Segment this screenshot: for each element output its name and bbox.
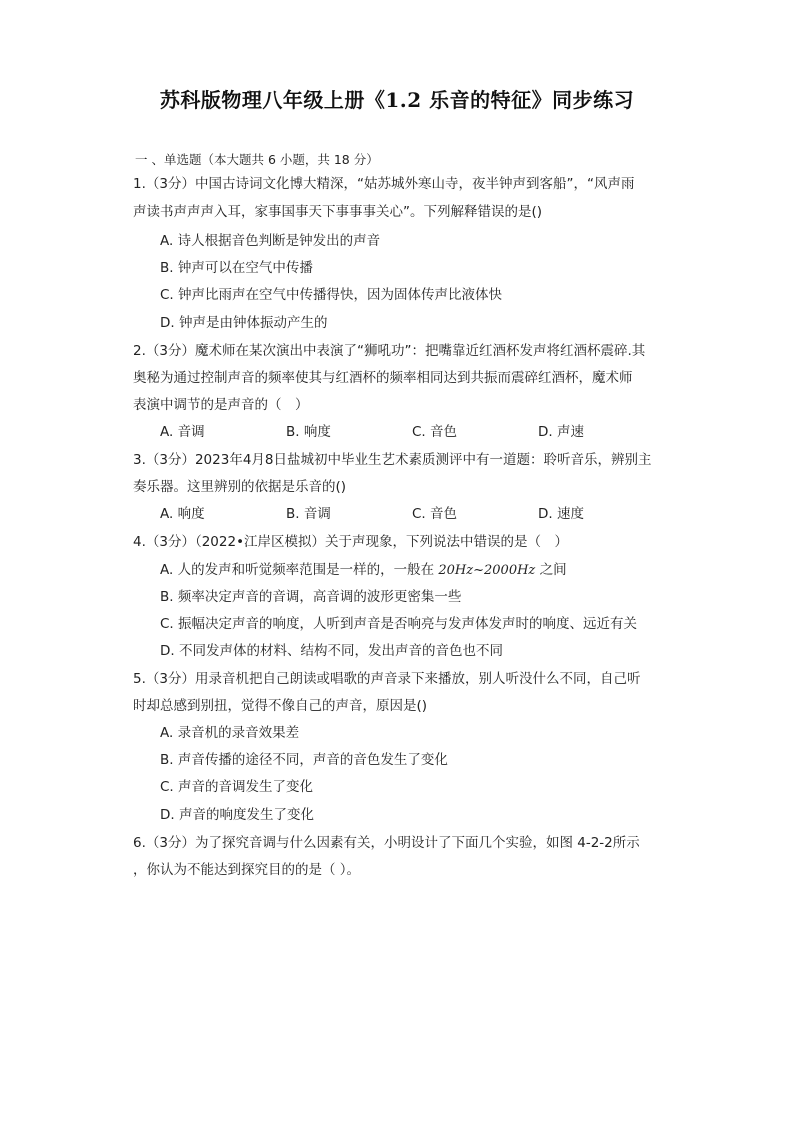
question-1-option-c: C. 钟声比雨声在空气中传播得快，因为固体传声比液体快 [160, 287, 503, 303]
question-4-option-b: B. 频率决定声音的音调，高音调的波形更密集一些 [160, 589, 462, 605]
question-1-line-1: 1.（3分）中国古诗词文化博大精深，“姑苏城外寒山寺，夜半钟声到客船”，“风声雨 [133, 176, 635, 192]
section-heading: 一 、单选题（本大题共 6 小题，共 18 分） [135, 152, 379, 167]
question-5-option-c: C. 声音的音调发生了变化 [160, 779, 314, 795]
question-2-option-b: B. 响度 [286, 424, 331, 440]
question-1-option-a: A. 诗人根据音色判断是钟发出的声音 [160, 233, 381, 249]
question-1-line-2: 声读书声声声入耳，家事国事天下事事事关心”。下列解释错误的是() [133, 204, 543, 220]
question-3-option-c: C. 音色 [412, 506, 458, 522]
frequency-range-formula: 20Hz~2000Hz [438, 563, 536, 578]
question-1-option-d: D. 钟声是由钟体振动产生的 [160, 315, 328, 331]
question-2-option-d: D. 声速 [538, 424, 584, 440]
question-3-option-d: D. 速度 [538, 506, 584, 522]
question-5-option-a: A. 录音机的录音效果差 [160, 725, 300, 741]
question-2-line-1: 2.（3分）魔术师在某次演出中表演了“狮吼功”：把嘴靠近红酒杯发声将红酒杯震碎.其 [133, 343, 646, 359]
question-2-option-a: A. 音调 [160, 424, 205, 440]
question-4-option-a-suffix: 之间 [539, 562, 567, 578]
page-title: 苏科版物理八年级上册《1.2 乐音的特征》同步练习 [159, 88, 635, 112]
question-4-option-c: C. 振幅决定声音的响度，人听到声音是否响亮与发声体发声时的响度、远近有关 [160, 616, 638, 632]
question-3-line-2: 奏乐器。这里辨别的依据是乐音的() [133, 479, 347, 495]
question-6-line-1: 6.（3分）为了探究音调与什么因素有关，小明设计了下面几个实验，如图 4-2-2所示 [133, 835, 640, 851]
question-4-option-d: D. 不同发声体的材料、结构不同，发出声音的音色也不同 [160, 643, 503, 659]
question-4-option-a [160, 561, 567, 580]
question-2-line-3: 表演中调节的是声音的（ ） [133, 397, 309, 413]
question-3-option-a: A. 响度 [160, 506, 205, 522]
question-5-option-d: D. 声音的响度发生了变化 [160, 807, 314, 823]
question-5-option-b: B. 声音传播的途径不同，声音的音色发生了变化 [160, 752, 448, 768]
question-5-line-2: 时却总感到别扭，觉得不像自己的声音，原因是() [133, 698, 428, 714]
question-4-line-1: 4.（3分）（2022•江岸区模拟）关于声现象，下列说法中错误的是（ ） [133, 534, 569, 550]
question-3-option-b: B. 音调 [286, 506, 331, 522]
question-5-line-1: 5.（3分）用录音机把自己朗读或唱歌的声音录下来播放，别人听没什么不同，自己听 [133, 671, 641, 687]
question-3-line-1: 3.（3分）2023年4月8日盐城初中毕业生艺术素质测评中有一道题：聆听音乐，辨别主 [133, 452, 652, 468]
question-2-option-c: C. 音色 [412, 424, 458, 440]
question-4-option-a-text: A. 人的发声和听觉频率范围是一样的，一般在 [160, 562, 435, 578]
question-1-option-b: B. 钟声可以在空气中传播 [160, 260, 313, 276]
question-2-line-2: 奥秘为通过控制声音的频率使其与红酒杯的频率相同达到共振而震碎红酒杯，魔术师 [133, 370, 633, 386]
question-6-line-2: ，你认为不能达到探究目的的是（ ）。 [133, 862, 361, 878]
